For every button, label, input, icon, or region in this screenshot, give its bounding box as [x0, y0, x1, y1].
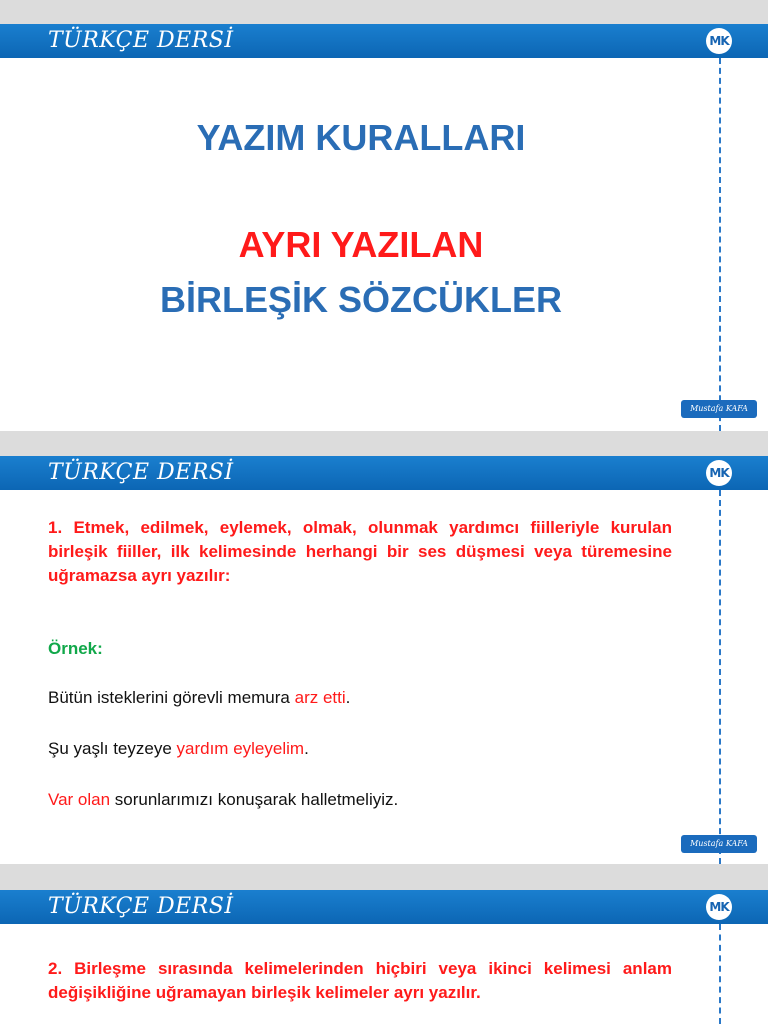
slide-2	[0, 456, 768, 864]
sentence-text: Bütün isteklerini görevli memura	[48, 688, 295, 707]
sentence-text: .	[304, 739, 309, 758]
logo-text: MK	[709, 900, 729, 914]
header-title: TÜRKÇE DERSİ	[48, 460, 234, 485]
highlighted-phrase: arz etti	[294, 688, 346, 707]
slide-1	[0, 24, 768, 431]
slide-3	[0, 890, 768, 1024]
logo-text: MK	[709, 466, 729, 480]
main-title: YAZIM KURALLARI	[196, 117, 526, 158]
rule-text: 1. Etmek, edilmek, eylemek, olmak, olunmak yardımcı fiilleriyle kurulan birleşik fiiller, ilk kelimesinde herhangi bir ses düşmesi veya türemesine uğramazsa ayrı yazılır:	[48, 518, 672, 585]
header-title: TÜRKÇE DERSİ	[48, 894, 234, 919]
sentence-text: Şu yaşlı teyzeye	[48, 739, 177, 758]
example-sentence	[48, 739, 309, 759]
highlighted-phrase: Var olan	[48, 790, 111, 809]
mk-logo-icon	[706, 894, 732, 920]
dashed-divider	[719, 924, 721, 1024]
rule-text: 2. Birleşme sırasında kelimelerinden hiçbiri veya ikinci kelimesi anlam değişikliğine uğramayan birleşik kelimeler ayrı yazılır.	[48, 959, 672, 1002]
sentence-text: sorunlarımızı konuşarak halletmeliyiz.	[110, 790, 399, 809]
example-label: Örnek:	[48, 639, 103, 658]
example-sentence	[48, 790, 398, 810]
logo-text: MK	[709, 34, 729, 48]
slide-header	[0, 890, 768, 924]
example-sentence	[48, 688, 350, 708]
header-title: TÜRKÇE DERSİ	[48, 28, 234, 53]
mk-logo-icon	[706, 28, 732, 54]
author-badge: Mustafa KAFA	[681, 400, 757, 418]
subtitle-red: AYRI YAZILAN	[238, 224, 484, 265]
slide-header	[0, 24, 768, 58]
slide-header	[0, 456, 768, 490]
mk-logo-icon	[706, 460, 732, 486]
dashed-divider	[719, 490, 721, 864]
sentence-text: .	[345, 688, 351, 707]
author-badge: Mustafa KAFA	[681, 835, 757, 853]
subtitle-blue: BİRLEŞİK SÖZCÜKLER	[159, 279, 562, 320]
highlighted-phrase: yardım eyleyelim	[176, 739, 305, 758]
